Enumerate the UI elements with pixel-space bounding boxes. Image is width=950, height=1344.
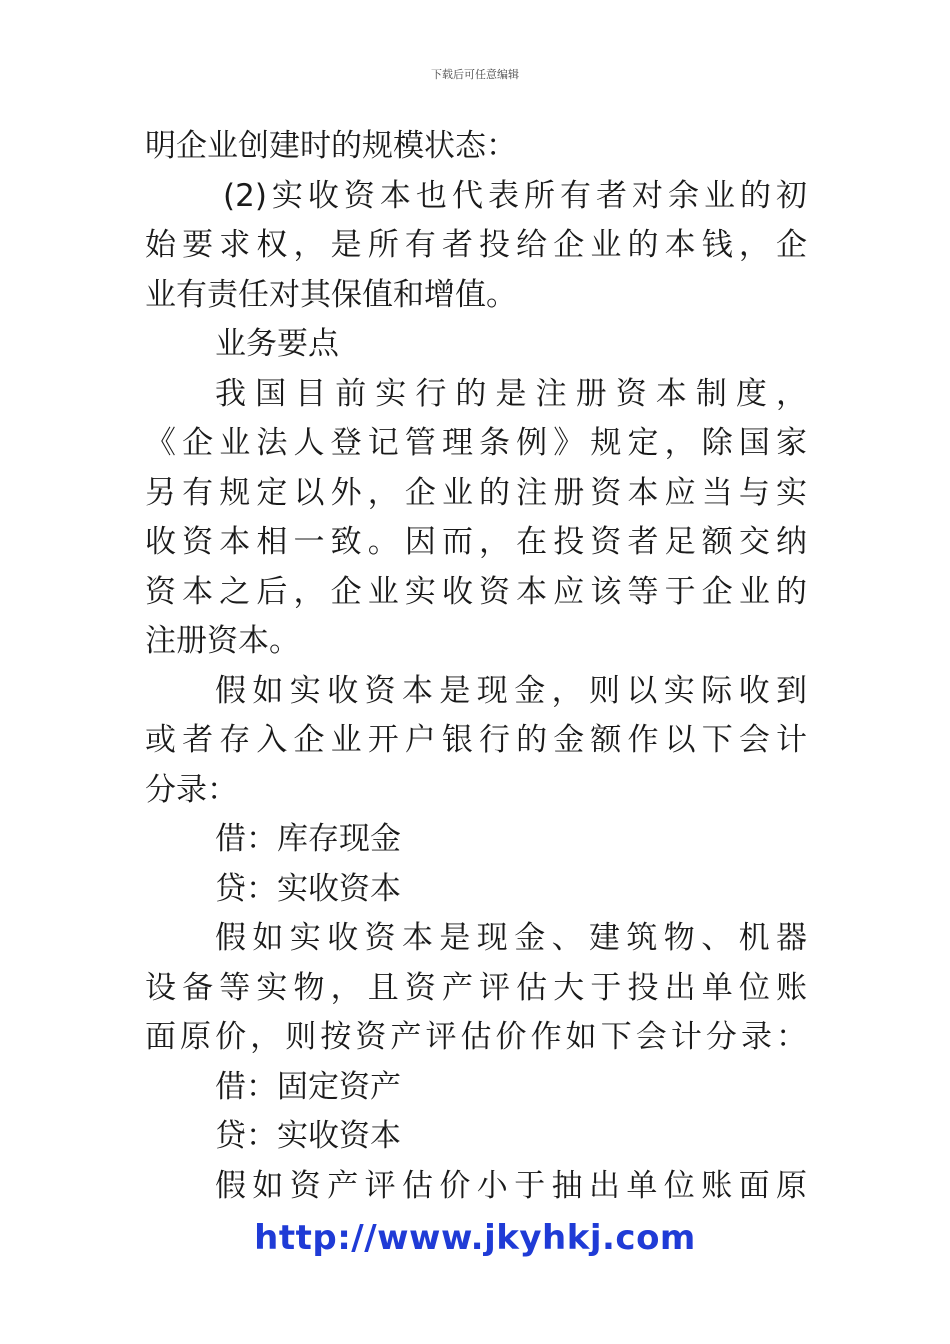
document-body xyxy=(145,122,807,1211)
text-line: 另有规定以外，企业的注册资本应当与实 xyxy=(145,474,807,511)
text-line: 《企业法人登记管理条例》规定，除国家 xyxy=(145,425,807,461)
text-line: 假如资产评估价小于抽出单位账面原 xyxy=(215,1167,807,1204)
text-line: (2)实收资本也代表所有者对余业的初 xyxy=(223,177,807,214)
text-line: 始要求权，是所有者投给企业的本钱，企 xyxy=(145,227,807,263)
text-line: 假如实收资本是现金，则以实际收到 xyxy=(215,672,807,709)
text-line: 分录： xyxy=(145,771,238,808)
text-line: 收资本相一致。因而，在投资者足额交纳 xyxy=(145,524,807,560)
footer-url-link[interactable]: http://www.jkyhkj.com xyxy=(254,1218,696,1258)
text-line: 假如实收资本是现金、建筑物、机器 xyxy=(215,920,807,956)
text-line: 明企业创建时的规模状态： xyxy=(145,128,517,164)
journal-entry-credit: 贷：实收资本 xyxy=(215,1118,401,1154)
page-header-note: 下载后可任意编辑 xyxy=(431,68,519,81)
text-line: 设备等实物，且资产评估大于投出单位账 xyxy=(145,969,807,1006)
text-line: 面原价，则按资产评估价作如下会计分录： xyxy=(145,1019,807,1055)
section-heading: 业务要点 xyxy=(215,326,339,362)
text-line: 资本之后，企业实收资本应该等于企业的 xyxy=(145,573,807,610)
text-line: 业有责任对其保值和增值。 xyxy=(145,276,517,313)
journal-entry-debit: 借：固定资产 xyxy=(215,1068,401,1105)
text-line: 注册资本。 xyxy=(145,623,300,659)
journal-entry-credit: 贷：实收资本 xyxy=(215,870,401,907)
journal-entry-debit: 借：库存现金 xyxy=(215,821,401,857)
text-line: 我国目前实行的是注册资本制度， xyxy=(215,375,807,412)
text-line: 或者存入企业开户银行的金额作以下会计 xyxy=(145,722,807,758)
